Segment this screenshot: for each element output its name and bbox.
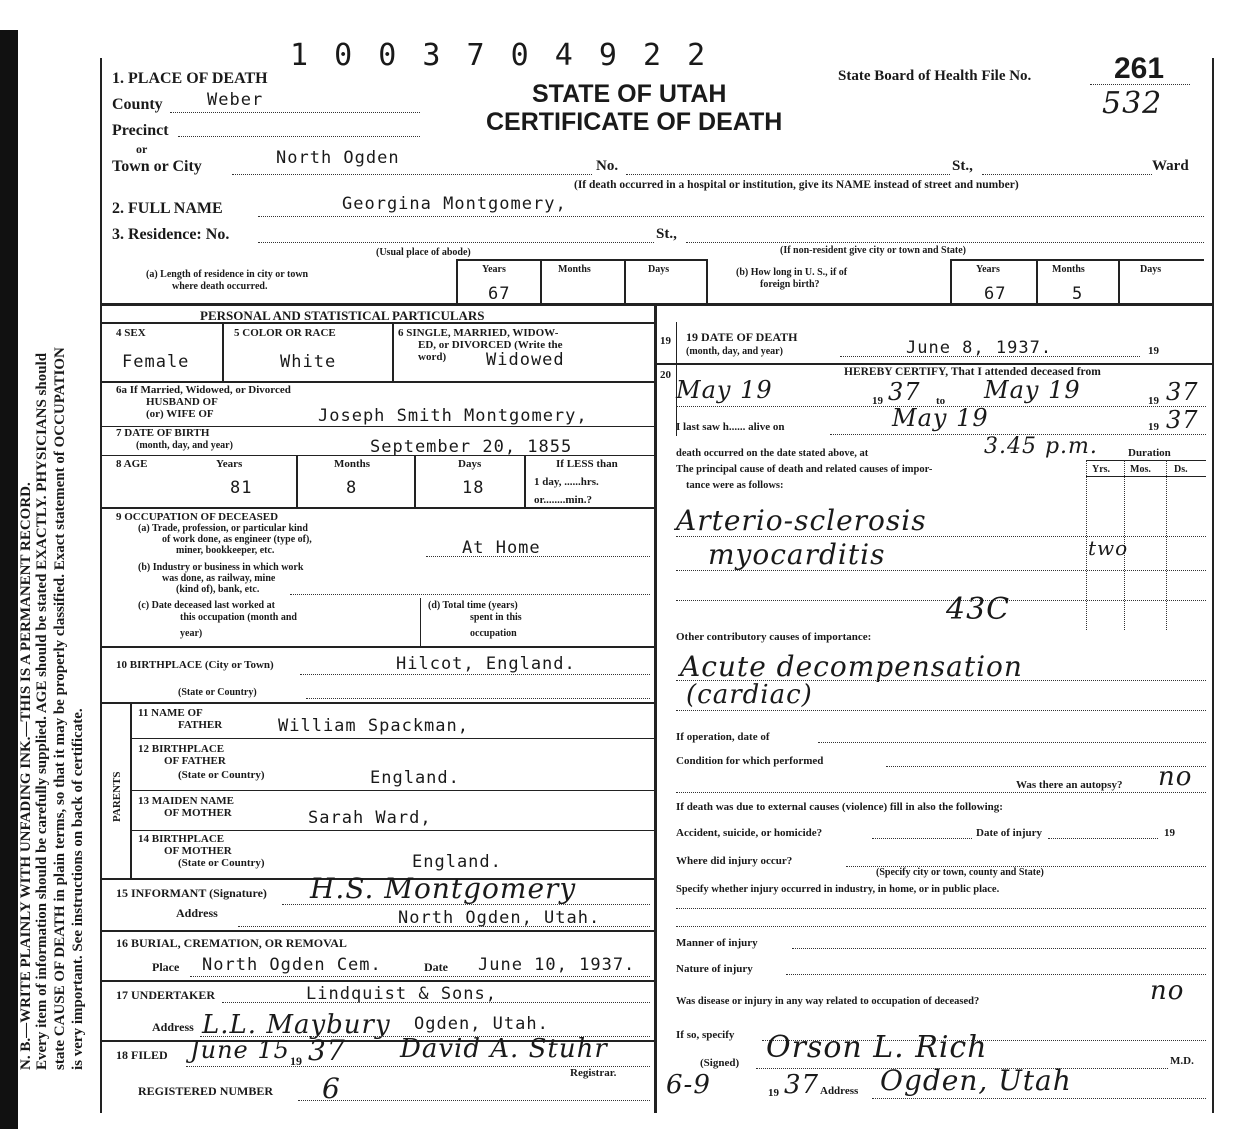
date-signed: 6-9 — [666, 1070, 711, 1100]
undertaker-label: 17 UNDERTAKER — [116, 988, 216, 1002]
birthplace-state-label: (State or Country) — [178, 687, 257, 698]
occ-a3: miner, bookkeeper, etc. — [176, 545, 275, 556]
registrar-signature: David A. Stuhr — [400, 1034, 608, 1064]
row-occ-bottom — [100, 646, 654, 648]
age-col-2 — [414, 455, 416, 507]
signed-label: (Signed) — [700, 1057, 740, 1069]
attend-from-19: 19 — [872, 395, 883, 407]
color-value: White — [280, 352, 337, 372]
manner-line — [792, 948, 1206, 949]
res-days-label: Days — [648, 264, 670, 275]
residence-label: 3. Residence: No. — [112, 226, 230, 243]
where-label: Where did injury occur? — [676, 855, 793, 867]
parents-side-label: PARENTS — [111, 771, 123, 822]
attend-to: May 19 — [984, 376, 1081, 404]
serial-number: 1 0 0 3 7 0 4 9 2 2 — [290, 38, 710, 73]
spouse-label-3: (or) WIFE OF — [146, 408, 214, 420]
age-days-label: Days — [458, 458, 482, 470]
age-months-label: Months — [334, 458, 371, 470]
undertaker-address: Ogden, Utah. — [414, 1014, 549, 1034]
md-label: M.D. — [1170, 1055, 1194, 1067]
age-months-value: 8 — [346, 478, 358, 498]
row-burial-bottom — [100, 980, 654, 982]
street-label: St., — [952, 158, 973, 174]
burial-line — [190, 976, 650, 977]
length-label-2: where death occurred. — [172, 281, 268, 292]
certify-text: HEREBY CERTIFY, That I attended deceased from — [844, 366, 1101, 378]
injury-date-label: Date of injury — [976, 827, 1042, 839]
injury-19: 19 — [1164, 827, 1175, 839]
occ-b-line — [290, 594, 650, 595]
hospital-note: (If death occurred in a hospital or institution, give its NAME instead of street and number) — [574, 179, 1019, 191]
us-months-value: 5 — [1072, 284, 1084, 304]
specify-label: Specify whether injury occurred in industry, in home, or in public place. — [676, 884, 1000, 895]
res-months-label: Months — [558, 264, 591, 275]
color-label: 5 COLOR OR RACE — [234, 327, 336, 339]
physician-address-label: Address — [820, 1085, 859, 1097]
father-label-2: FATHER — [178, 719, 223, 731]
occ-d2: spent in this — [470, 612, 522, 623]
street-line — [982, 174, 1152, 175]
contrib-1: Acute decompensation — [680, 650, 1023, 683]
cause-line-3 — [676, 600, 1206, 601]
accident-label: Accident, suicide, or homicide? — [676, 827, 823, 839]
undertaker-value: Lindquist & Sons, — [306, 984, 497, 1004]
dod-line — [840, 356, 1140, 357]
title-certificate: CERTIFICATE OF DEATH — [486, 108, 783, 136]
occ-c2: this occupation (month and — [180, 612, 297, 623]
dob-label-1: 7 DATE OF BIRTH — [116, 427, 210, 439]
regnum-label: REGISTERED NUMBER — [138, 1084, 274, 1098]
filed-label: 18 FILED — [116, 1048, 168, 1062]
father-bp-label-3: (State or Country) — [178, 769, 265, 781]
mother-label-2: OF MOTHER — [164, 807, 232, 819]
regnum-value: 6 — [322, 1072, 341, 1105]
dod-value: June 8, 1937. — [906, 338, 1053, 358]
informant-address-label: Address — [176, 906, 218, 920]
occ-related-value: no — [1150, 976, 1185, 1006]
dob-label-2: (month, day, and year) — [136, 440, 233, 451]
dod-num: 19 — [660, 335, 671, 347]
res-years-label: Years — [482, 264, 506, 275]
registrar-label: Registrar. — [570, 1067, 617, 1079]
operation-line — [818, 742, 1206, 743]
duration-top — [1086, 460, 1206, 461]
row-father-bottom — [130, 738, 654, 739]
operation-label: If operation, date of — [676, 731, 770, 743]
occ-related-label: Was disease or injury in any way related to occupation of deceased? — [676, 996, 980, 1007]
mother-bp-label-1: 14 BIRTHPLACE — [138, 833, 225, 845]
town-label: Town or City — [112, 158, 202, 175]
place-section-label: 1. PLACE OF DEATH — [112, 70, 268, 87]
attend-from-year: 37 — [888, 378, 921, 406]
father-value: William Spackman, — [278, 716, 469, 736]
county-label: County — [112, 96, 163, 113]
occ-b1: (b) Industry or business in which work — [138, 562, 304, 573]
lastsaw-19: 19 — [1148, 421, 1159, 433]
date-signed-year: 37 — [784, 1070, 820, 1100]
sidebar-line-1: N. B.—WRITE PLAINLY WITH UNFADING INK.—THIS IS A PERMANENT RECORD. — [18, 482, 34, 1070]
mother-bp-label-3: (State or Country) — [178, 857, 265, 869]
dod-19: 19 — [1148, 345, 1159, 357]
father-bp-label-2: OF FATHER — [164, 755, 226, 767]
nature-label: Nature of injury — [676, 963, 753, 975]
occupation-label: 9 OCCUPATION OF DECEASED — [116, 511, 279, 523]
us-col-2 — [1036, 259, 1038, 303]
informant-signature: H.S. Montgomery — [310, 872, 577, 905]
us-col-3 — [1118, 259, 1120, 303]
nature-line — [786, 974, 1206, 975]
hour-label: death occurred on the date stated above, at — [676, 448, 869, 459]
occ-b2: was done, as railway, mine — [162, 573, 276, 584]
sex-label: 4 SEX — [116, 327, 146, 339]
row-dob-bottom — [100, 455, 654, 456]
age-col-1 — [296, 455, 298, 507]
mother-label-1: 13 MAIDEN NAME — [138, 795, 234, 807]
precinct-line — [178, 136, 420, 137]
mother-value: Sarah Ward, — [308, 808, 432, 828]
birthplace-state-line — [306, 698, 650, 699]
age-years-value: 81 — [230, 478, 253, 498]
spouse-label-2: HUSBAND OF — [146, 396, 218, 408]
informant-address-line — [238, 926, 650, 927]
spouse-value: Joseph Smith Montgomery, — [318, 406, 588, 426]
duration-label: Duration — [1128, 447, 1171, 459]
row-informant-bottom — [100, 930, 654, 932]
attend-from: May 19 — [676, 376, 773, 404]
no-label: No. — [596, 158, 619, 174]
sidebar-line-2: Every item of information should be carefully supplied. AGE should be stated EXACTLY. PHYSICIANS should — [34, 352, 50, 1070]
row-sex-bottom — [100, 381, 654, 383]
file-label: State Board of Health File No. — [838, 68, 1032, 84]
autopsy-line — [676, 792, 1206, 793]
town-value: North Ogden — [276, 148, 400, 168]
row-age-bottom — [100, 507, 654, 509]
age-col-3 — [524, 455, 526, 507]
res-col-4 — [706, 259, 708, 303]
cause-line-2 — [676, 570, 1206, 571]
county-line — [170, 112, 420, 113]
burial-place-label: Place — [152, 960, 180, 974]
marital-label-3: word) — [418, 351, 447, 363]
physician-address: Ogden, Utah — [880, 1064, 1072, 1097]
undertaker-address-label: Address — [152, 1020, 194, 1034]
contrib-label: Other contributory causes of importance: — [676, 631, 872, 643]
condition-label: Condition for which performed — [676, 755, 824, 767]
undertaker-address-signature: L.L. Maybury — [202, 1010, 391, 1040]
marital-value: Widowed — [486, 350, 565, 370]
attend-to-year: 37 — [1166, 378, 1199, 406]
birthplace-value: Hilcot, England. — [396, 654, 576, 674]
age-label: 8 AGE — [116, 458, 148, 470]
occ-c-col — [420, 598, 421, 646]
occ-c3: year) — [180, 628, 203, 639]
dur-col-1 — [1086, 460, 1087, 630]
us-label-1: (b) How long in U. S., if of — [736, 267, 848, 278]
cause-2: myocarditis — [708, 538, 886, 571]
full-name-label: 2. FULL NAME — [112, 200, 223, 217]
res-col-2 — [540, 259, 542, 303]
us-months-label: Months — [1052, 264, 1085, 275]
specify-line-1 — [676, 908, 1206, 909]
abode-note: (Usual place of abode) — [376, 247, 471, 258]
attend-to-19: 19 — [1148, 395, 1159, 407]
occ-d3: occupation — [470, 628, 517, 639]
mother-bp-value: England. — [412, 852, 502, 872]
us-years-label: Years — [976, 264, 1000, 275]
or-label: or — [136, 142, 148, 156]
ward-label: Ward — [1152, 158, 1189, 174]
hour-value: 3.45 p.m. — [984, 434, 1098, 459]
dob-value: September 20, 1855 — [370, 437, 573, 457]
father-bp-label-1: 12 BIRTHPLACE — [138, 743, 225, 755]
sex-value: Female — [122, 352, 190, 372]
mother-bp-label-2: OF MOTHER — [164, 845, 232, 857]
lastsaw-year: 37 — [1166, 406, 1199, 434]
full-name-line — [258, 216, 1204, 217]
spouse-label-1: 6a If Married, Widowed, or Divorced — [116, 384, 291, 396]
manner-label: Manner of injury — [676, 937, 758, 949]
row-birthplace-bottom — [100, 702, 654, 704]
sex-col — [222, 322, 224, 382]
burial-label: 16 BURIAL, CREMATION, OR REMOVAL — [116, 936, 347, 950]
filed-date: June 15 — [190, 1036, 290, 1064]
dod-label-1: 19 DATE OF DEATH — [686, 330, 798, 344]
us-years-value: 67 — [984, 284, 1007, 304]
center-divider — [654, 303, 657, 1113]
autopsy-value: no — [1158, 762, 1193, 792]
file-note: 532 — [1102, 86, 1163, 121]
cause-label-1: The principal cause of death and related causes of impor- — [676, 464, 933, 475]
county-value: Weber — [207, 90, 264, 110]
where-note: (Specify city or town, county and State) — [876, 867, 1044, 878]
filed-year: 37 — [308, 1034, 346, 1067]
town-line — [232, 174, 592, 175]
row-dod-bottom — [656, 363, 1212, 365]
occ-a2: of work done, as engineer (type of), — [162, 534, 312, 545]
burial-place: North Ogden Cem. — [202, 955, 382, 975]
lastsaw-value: May 19 — [892, 404, 989, 432]
certify-num: 20 — [660, 369, 671, 381]
marital-label-2: ED, or DIVORCED (Write the — [418, 339, 563, 351]
occ-a1: (a) Trade, profession, or particular kind — [138, 523, 308, 534]
color-col — [392, 322, 394, 382]
file-number: 261 — [1114, 52, 1165, 85]
precinct-label: Precinct — [112, 122, 169, 139]
burial-date-label: Date — [424, 960, 448, 974]
us-label-2: foreign birth? — [760, 279, 820, 290]
age-days-value: 18 — [462, 478, 485, 498]
sidebar-line-3: state CAUSE OF DEATH in plain terms, so that it may be properly classified. Exact statement of OCCUPATION — [52, 347, 68, 1070]
full-name-value: Georgina Montgomery, — [342, 194, 567, 214]
personal-heading-line — [100, 322, 654, 324]
res-col-3 — [624, 259, 626, 303]
us-days-label: Days — [1140, 264, 1162, 275]
ifso-label: If so, specify — [676, 1029, 735, 1041]
dod-label-2: (month, day, and year) — [686, 346, 783, 357]
residence-st-label: St., — [656, 226, 677, 242]
less-label-2: 1 day, ......hrs. — [534, 476, 599, 488]
specify-line-2 — [676, 926, 1206, 927]
us-col-1 — [950, 259, 952, 303]
marital-label-1: 6 SINGLE, MARRIED, WIDOW- — [398, 327, 559, 339]
physician-signature: Orson L. Rich — [766, 1030, 988, 1065]
personal-heading: PERSONAL AND STATISTICAL PARTICULARS — [200, 308, 485, 323]
birthplace-label: 10 BIRTHPLACE (City or Town) — [116, 659, 274, 671]
undertaker-line — [222, 1002, 650, 1003]
cause-1: Arterio-sclerosis — [676, 504, 927, 537]
age-years-label: Years — [216, 458, 243, 470]
left-margin-strip — [0, 30, 18, 1129]
physician-address-line — [872, 1098, 1206, 1099]
length-label-1: (a) Length of residence in city or town — [146, 269, 309, 280]
contrib-line-2 — [676, 710, 1206, 711]
to-label: to — [936, 395, 946, 407]
res-years-value: 67 — [488, 284, 511, 304]
informant-line — [282, 904, 650, 905]
occupation-value: At Home — [462, 538, 541, 558]
less-label-3: or........min.? — [534, 494, 592, 506]
residence-st-line — [686, 242, 1204, 243]
injury-date-line — [1048, 838, 1158, 839]
regnum-line — [298, 1100, 650, 1101]
contrib-2: (cardiac) — [686, 680, 813, 710]
residence-table-top — [456, 259, 706, 261]
us-table-top — [950, 259, 1204, 261]
res-col-1 — [456, 259, 458, 303]
dur-ds: Ds. — [1174, 464, 1188, 475]
duration-header-bottom — [1086, 476, 1206, 477]
lastsaw-label: I last saw h...... alive on — [676, 421, 785, 433]
title-state: STATE OF UTAH — [532, 80, 727, 108]
birthplace-line — [300, 674, 650, 675]
occ-d1: (d) Total time (years) — [428, 600, 518, 611]
filed-year-prefix: 19 — [290, 1054, 302, 1068]
informant-label: 15 INFORMANT (Signature) — [116, 886, 267, 900]
dur-yrs: Yrs. — [1092, 464, 1111, 475]
occ-a-line — [426, 556, 650, 557]
autopsy-label: Was there an autopsy? — [1016, 779, 1123, 791]
external-label: If death was due to external causes (violence) fill in also the following: — [676, 801, 1003, 813]
father-bp-value: England. — [370, 768, 460, 788]
father-label-1: 11 NAME OF — [138, 707, 203, 719]
code-stamp: 43C — [946, 592, 1011, 627]
row-mother-bottom — [130, 830, 654, 831]
cause-label-2: tance were as follows: — [686, 480, 784, 491]
informant-address: North Ogden, Utah. — [398, 908, 601, 928]
cause-2-duration: two — [1088, 536, 1129, 560]
burial-date: June 10, 1937. — [478, 955, 636, 975]
no-line — [626, 174, 950, 175]
sidebar-line-4: is very important. See instructions on back of certificate. — [70, 708, 86, 1070]
occ-c1: (c) Date deceased last worked at — [138, 600, 275, 611]
accident-line — [872, 838, 972, 839]
residence-no-line — [258, 242, 654, 243]
nonresident-note: (If non-resident give city or town and State) — [780, 245, 967, 256]
row-father-bp-bottom — [130, 790, 654, 791]
dur-mos: Mos. — [1130, 464, 1151, 475]
less-label-1: If LESS than — [556, 458, 618, 470]
occ-b3: (kind of), bank, etc. — [176, 584, 260, 595]
dur-col-3 — [1166, 460, 1167, 630]
date-signed-19: 19 — [768, 1087, 779, 1099]
